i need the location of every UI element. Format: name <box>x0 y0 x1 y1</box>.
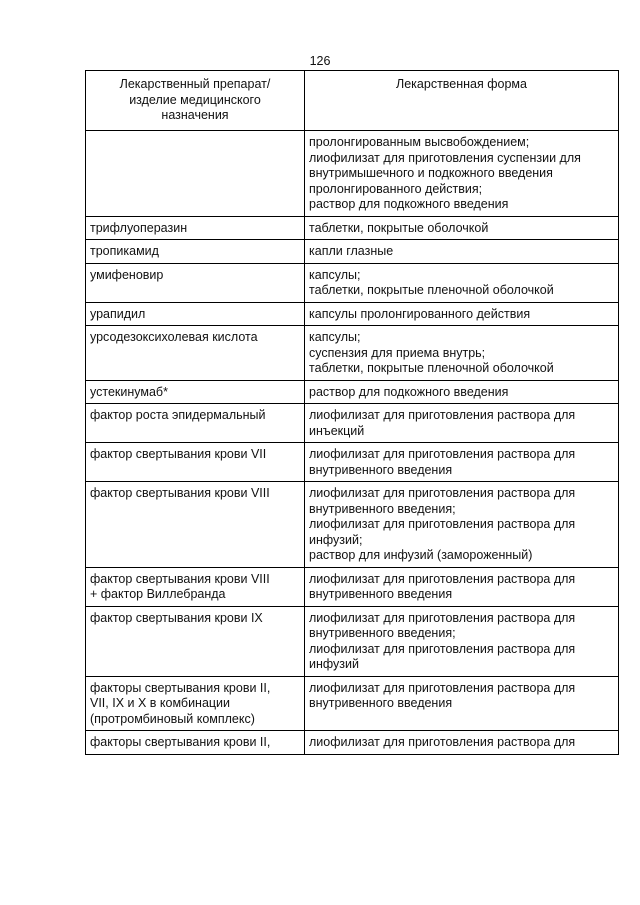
table-row <box>86 380 619 404</box>
drug-name-line: урсодезоксихолевая кислота <box>90 330 258 344</box>
header-form-column <box>305 71 619 131</box>
dosage-form-line: раствор для инфузий (замороженный) <box>309 548 533 562</box>
dosage-form-cell <box>305 731 619 755</box>
drug-name-line: фактор свертывания крови VII <box>90 447 267 461</box>
table-row <box>86 443 619 482</box>
drug-name-line: факторы свертывания крови II, <box>90 735 271 749</box>
drug-name-line: устекинумаб* <box>90 384 168 399</box>
drug-name-line: (протромбиновый комплекс) <box>90 711 255 726</box>
drug-name-cell <box>86 216 305 240</box>
dosage-form-line: лиофилизат для приготовления раствора для <box>309 517 576 531</box>
dosage-form-line: капсулы; <box>309 330 361 344</box>
drug-name-cell <box>86 131 305 217</box>
page-number: 126 <box>309 54 331 68</box>
drug-name-cell <box>86 404 305 443</box>
dosage-form-line: лиофилизат для приготовления раствора для <box>309 641 576 656</box>
dosage-form-cell <box>305 380 619 404</box>
dosage-form-line: капсулы пролонгированного действия <box>309 306 531 321</box>
dosage-form-line: таблетки, покрытые пленочной оболочкой <box>309 361 554 375</box>
dosage-form-line: лиофилизат для приготовления раствора для <box>309 610 576 625</box>
dosage-form-line: внутривенного введения <box>309 587 453 601</box>
dosage-form-line: лиофилизат для приготовления раствора для <box>309 735 576 749</box>
drug-name-line: фактор свертывания крови IX <box>90 610 263 625</box>
dosage-form-line: лиофилизат для приготовления раствора для <box>309 408 576 422</box>
dosage-form-line: лиофилизат для приготовления раствора для <box>309 447 576 461</box>
table-row <box>86 606 619 676</box>
table-row <box>86 302 619 326</box>
dosage-form-cell <box>305 676 619 731</box>
drug-name-line: фактор свертывания крови VIII <box>90 486 270 500</box>
dosage-form-line: пролонгированного действия; <box>309 181 483 196</box>
dosage-form-line: внутривенного введения <box>309 696 453 710</box>
drug-name-line: фактор роста эпидермальный <box>90 408 266 422</box>
drug-name-line: урапидил <box>90 306 146 321</box>
drug-name-cell <box>86 240 305 264</box>
table-row <box>86 567 619 606</box>
dosage-form-line: суспензия для приема внутрь; <box>309 345 486 360</box>
dosage-form-cell <box>305 326 619 381</box>
header-drug-line: Лекарственный препарат/ <box>119 77 271 91</box>
table-row <box>86 731 619 755</box>
dosage-form-line: инфузий <box>309 657 359 671</box>
drug-name-cell <box>86 380 305 404</box>
header-drug-line: изделие медицинского <box>129 92 261 107</box>
dosage-form-cell <box>305 131 619 217</box>
header-drug-line: назначения <box>161 108 229 122</box>
header-drug-column <box>86 71 305 131</box>
dosage-form-line: внутривенного введения; <box>309 626 456 640</box>
drug-name-line: фактор свертывания крови VIII <box>90 571 270 586</box>
drug-name-cell <box>86 326 305 381</box>
dosage-form-line: раствор для подкожного введения <box>309 384 509 399</box>
drug-name-line: VII, IX и X в комбинации <box>90 696 231 710</box>
dosage-form-line: таблетки, покрытые оболочкой <box>309 220 489 235</box>
dosage-form-line: инфузий; <box>309 532 363 547</box>
table-row <box>86 404 619 443</box>
dosage-form-cell <box>305 567 619 606</box>
dosage-form-cell <box>305 263 619 302</box>
header-form-line: Лекарственная форма <box>396 77 527 91</box>
dosage-form-cell <box>305 240 619 264</box>
table-row <box>86 676 619 731</box>
dosage-form-line: таблетки, покрытые пленочной оболочкой <box>309 283 554 297</box>
dosage-form-line: внутривенного введения <box>309 462 453 477</box>
drug-name-cell <box>86 731 305 755</box>
table-row <box>86 482 619 568</box>
dosage-form-cell <box>305 482 619 568</box>
dosage-form-line: лиофилизат для приготовления раствора для <box>309 680 576 695</box>
drug-name-cell <box>86 567 305 606</box>
dosage-form-cell <box>305 216 619 240</box>
drug-name-line: умифеновир <box>90 267 164 282</box>
dosage-form-line: пролонгированным высвобождением; <box>309 135 530 149</box>
table-row <box>86 240 619 264</box>
dosage-form-line: лиофилизат для приготовления суспензии для <box>309 150 581 165</box>
dosage-form-line: лиофилизат для приготовления раствора для <box>309 486 576 500</box>
drug-name-line: факторы свертывания крови II, <box>90 680 271 695</box>
dosage-form-cell <box>305 606 619 676</box>
dosage-form-line: инъекций <box>309 423 365 438</box>
dosage-form-cell <box>305 404 619 443</box>
drug-name-line: тропикамид <box>90 244 159 258</box>
dosage-form-line: внутримышечного и подкожного введения <box>309 166 553 180</box>
table-body <box>86 131 619 755</box>
table-row <box>86 216 619 240</box>
table-row <box>86 131 619 217</box>
drug-name-cell <box>86 606 305 676</box>
drug-name-cell <box>86 443 305 482</box>
dosage-form-cell <box>305 302 619 326</box>
dosage-form-line: капли глазные <box>309 244 394 258</box>
dosage-form-line: внутривенного введения; <box>309 501 456 516</box>
drug-name-cell <box>86 676 305 731</box>
dosage-form-line: раствор для подкожного введения <box>309 197 509 211</box>
table-row <box>86 263 619 302</box>
drug-name-cell <box>86 302 305 326</box>
drug-table <box>85 70 619 755</box>
dosage-form-cell <box>305 443 619 482</box>
table-row <box>86 326 619 381</box>
drug-name-cell <box>86 482 305 568</box>
dosage-form-line: лиофилизат для приготовления раствора для <box>309 571 576 586</box>
drug-name-line: трифлуоперазин <box>90 220 188 235</box>
table-header-row <box>86 71 619 131</box>
drug-name-line: + фактор Виллебранда <box>90 587 226 601</box>
dosage-form-line: капсулы; <box>309 267 361 282</box>
drug-name-cell <box>86 263 305 302</box>
